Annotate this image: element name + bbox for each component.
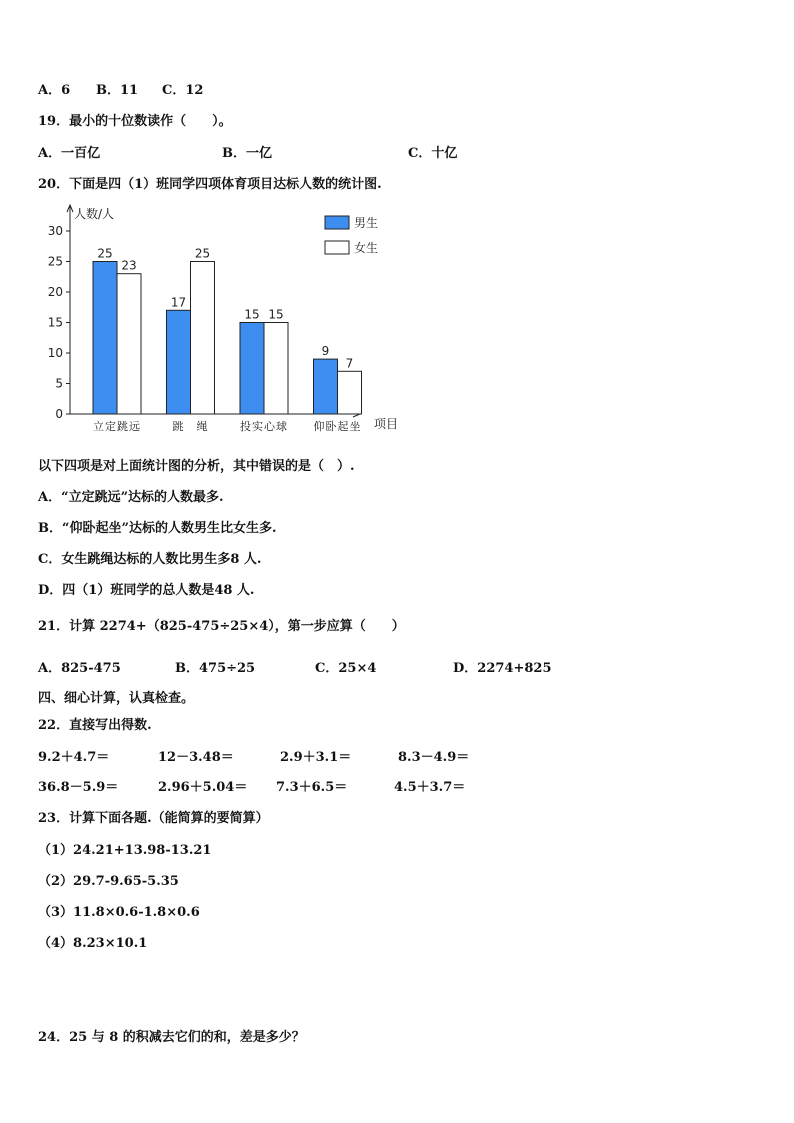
chart-bars [93, 262, 362, 415]
bar [93, 262, 117, 415]
q23-item: （4）8.23×10.1 [38, 936, 148, 951]
q18-option-b: B．11 [96, 83, 139, 98]
q20-question: 以下四项是对上面统计图的分析，其中错误的是（ ）. [38, 459, 355, 474]
category-labels [93, 419, 362, 433]
q18-option-a: A．6 [38, 83, 71, 98]
bar [117, 274, 141, 414]
data-label: 9 [321, 344, 330, 359]
bar-chart [40, 198, 410, 438]
q20-option-d: D．四（1）班同学的总人数是48 人. [38, 583, 255, 598]
q20-stem: 20．下面是四（1）班同学四项体育项目达标人数的统计图. [38, 177, 382, 192]
y-tick-label: 15 [47, 315, 63, 330]
q22-row1-item: 9.2＋4.7＝ [38, 750, 110, 765]
q21-option-c: C．25×4 [315, 661, 377, 676]
q22-row2-item: 2.96＋5.04＝ [158, 780, 248, 795]
q19-stem: 19．最小的十位数读作（ ）。 [38, 114, 232, 129]
data-label: 23 [121, 258, 137, 273]
data-label: 25 [97, 246, 113, 261]
y-ticks [48, 224, 70, 421]
q19-option-a: A．一百亿 [38, 146, 101, 161]
category-label: 立定跳远 [93, 420, 141, 433]
q20-option-c: C．女生跳绳达标的人数比男生多8 人. [38, 552, 262, 567]
q21-option-b: B．475÷25 [175, 661, 256, 676]
data-label: 25 [194, 246, 211, 261]
x-axis-label: 项目 [374, 417, 399, 431]
q22-row2-item: 4.5＋3.7＝ [394, 780, 466, 795]
q23-item: （3）11.8×0.6-1.8×0.6 [38, 905, 200, 920]
q23-stem: 23．计算下面各题.（能简算的要简算） [38, 811, 269, 826]
q19-option-c: C．十亿 [408, 146, 458, 161]
q23-item: （2）29.7-9.65-5.35 [38, 874, 179, 889]
y-tick-label: 20 [47, 285, 63, 299]
bar [264, 323, 288, 415]
bar [338, 371, 362, 414]
q24-stem: 24．25 与 8 的积减去它们的和，差是多少？ [38, 1030, 305, 1045]
q22-row1-item: 12－3.48＝ [158, 750, 234, 765]
data-label: 17 [170, 295, 187, 310]
legend-swatch [325, 241, 349, 254]
section-heading: 四、细心计算，认真检查。 [38, 691, 195, 706]
legend-label: 男生 [354, 216, 379, 230]
q22-row2-item: 7.3＋6.5＝ [276, 780, 348, 795]
q21-stem: 21．计算 2274+（825-475÷25×4），第一步应算（ ） [38, 619, 405, 634]
data-label: 15 [244, 307, 260, 322]
q20-option-a: A．“立定跳远”达标的人数最多. [38, 490, 224, 505]
data-label: 7 [345, 356, 354, 371]
q21-option-d: D．2274+825 [453, 661, 552, 676]
q22-row1-item: 8.3－4.9＝ [398, 750, 470, 765]
category-label: 跳 绳 [172, 420, 209, 433]
y-tick-label: 30 [47, 224, 63, 238]
legend-swatch [325, 216, 349, 229]
bar [191, 262, 215, 415]
q22-stem: 22．直接写出得数. [38, 718, 152, 733]
chart-legend [325, 215, 378, 255]
data-label: 15 [268, 307, 284, 322]
bar [240, 323, 264, 415]
q19-option-b: B．一亿 [222, 146, 272, 161]
bar [314, 359, 338, 414]
q21-option-a: A．825-475 [38, 661, 121, 676]
bar [167, 310, 191, 414]
y-tick-label: 0 [55, 407, 63, 421]
q22-row1-item: 2.9＋3.1＝ [280, 750, 352, 765]
category-label: 投实心球 [240, 420, 288, 433]
y-axis-label: 人数/人 [74, 207, 115, 221]
q18-option-c: C．12 [162, 83, 204, 98]
q23-item: （1）24.21+13.98-13.21 [38, 843, 212, 858]
q20-option-b: B．“仰卧起坐”达标的人数男生比女生多. [38, 521, 277, 536]
y-tick-label: 5 [55, 376, 63, 391]
q22-row2-item: 36.8－5.9＝ [38, 780, 119, 795]
y-tick-label: 25 [47, 254, 63, 269]
category-label: 仰卧起坐 [313, 420, 362, 433]
y-tick-label: 10 [47, 346, 63, 360]
legend-label: 女生 [354, 241, 379, 255]
